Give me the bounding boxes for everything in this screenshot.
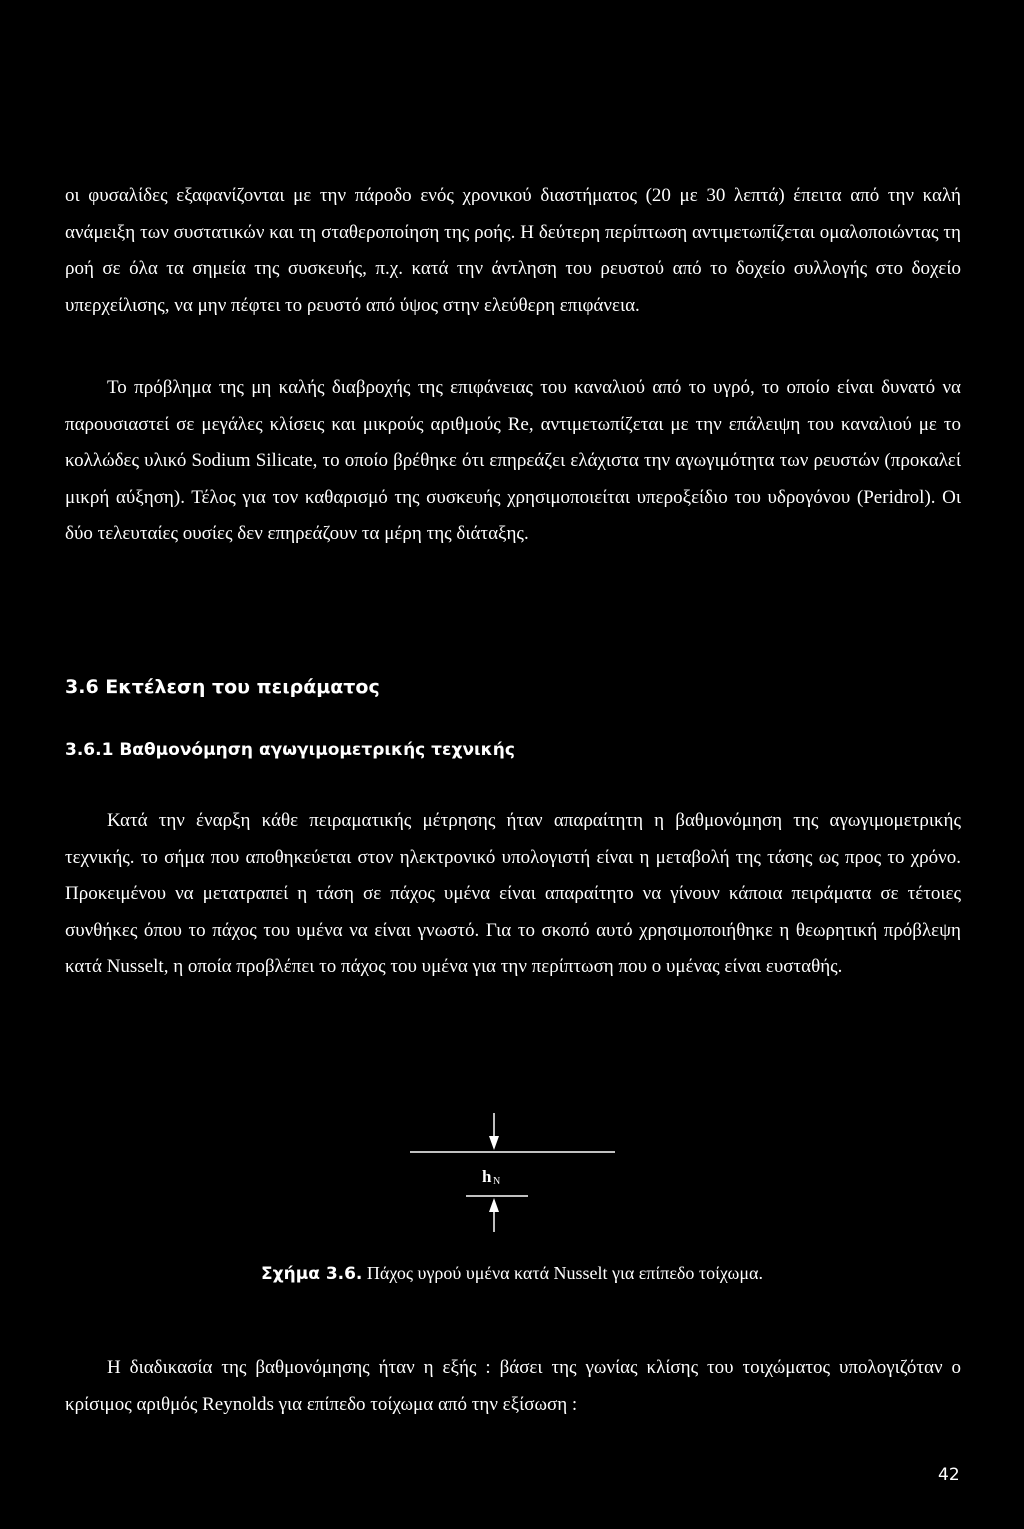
figure-caption-label: Σχήμα 3.6. bbox=[261, 1264, 363, 1284]
top-arrow-head bbox=[489, 1136, 499, 1150]
paragraph-procedure: Η διαδικασία της βαθμονόμησης ήταν η εξής : βάσει της γωνίας κλίσης του τοιχώματος υπολογιζόταν ο κρίσιμος αριθμός Reynolds για επίπεδο τοίχωμα από την εξίσωση : bbox=[65, 1357, 961, 1415]
paragraph-calibration: Κατά την έναρξη κάθε πειραματικής μέτρησης ήταν απαραίτητη η βαθμονόμηση της αγωγιμομετρικής τεχνικής. το σήμα που αποθηκεύεται στον ηλεκτρονικό υπολογιστή είναι η μεταβολή της τάσης ως προς το χρόνο. Προκειμένου να μετατραπεί η τάση σε πάχος υμένα είναι απαραίτητο να γίνουν κάποια πειράματα σε τέτοιες συνθήκες όπου το πάχος του υμένα να είναι γνωστό. Για το σκοπό αυτό χρησιμοποιήθηκε η θεωρητική πρόβλεψη κατά Nusselt, η οποία προβλέπει το πάχος του υμένα για την περίπτωση που ο υμένας είναι ευσταθής. bbox=[65, 810, 961, 978]
figure-caption-text: Πάχος υγρού υμένα κατά Nusselt για επίπεδο τοίχωμα. bbox=[362, 1263, 763, 1283]
film-thickness-diagram bbox=[410, 1110, 620, 1235]
subsection-heading: 3.6.1 Βαθμονόμηση αγωγιμομετρικής τεχνικής bbox=[65, 740, 515, 760]
paragraph-wetting: Το πρόβλημα της μη καλής διαβροχής της επιφάνειας του καναλιού από το υγρό, το οποίο είναι δυνατό να παρουσιαστεί σε μεγάλες κλίσεις και μικρούς αριθμούς Re, αντιμετωπίζεται με την επάλειψη του καναλιού με το κολλώδες υλικό Sodium Silicate, το οποίο βρέθηκε ότι επηρεάζει ελάχιστα την αγωγιμότητα των ρευστών (προκαλεί μικρή αύξηση). Τέλος για τον καθαρισμό της συσκευής χρησιμοποιείται υπεροξείδιο του υδρογόνου (Peridrol). Οι δύο τελευταίες ουσίες δεν επηρεάζουν τα μέρη της διάταξης. bbox=[65, 377, 961, 545]
film-thickness-subscript: N bbox=[493, 1176, 501, 1187]
figure-caption bbox=[0, 1263, 1024, 1284]
paragraph-bubbles: οι φυσαλίδες εξαφανίζονται με την πάροδο ενός χρονικού διαστήματος (20 με 30 λεπτά) έπειτα από την καλή ανάμειξη των συστατικών και τη σταθεροποίηση της ροής. Η δεύτερη περίπτωση αντιμετωπίζεται ομαλοποιώντας τη ροή σε όλα τα σημεία της συσκευής, π.χ. κατά την άντληση του ρευστού από το δοχείο συλλογής στο δοχείο υπερχείλισης, να μην πέφτει το ρευστό από ύψος στην ελεύθερη επιφάνεια. bbox=[65, 185, 961, 316]
nusselt-film-figure bbox=[410, 1110, 620, 1235]
film-thickness-label: h bbox=[482, 1167, 492, 1186]
section-heading: 3.6 Εκτέλεση του πειράματος bbox=[65, 676, 380, 698]
page-number: 42 bbox=[938, 1465, 960, 1485]
